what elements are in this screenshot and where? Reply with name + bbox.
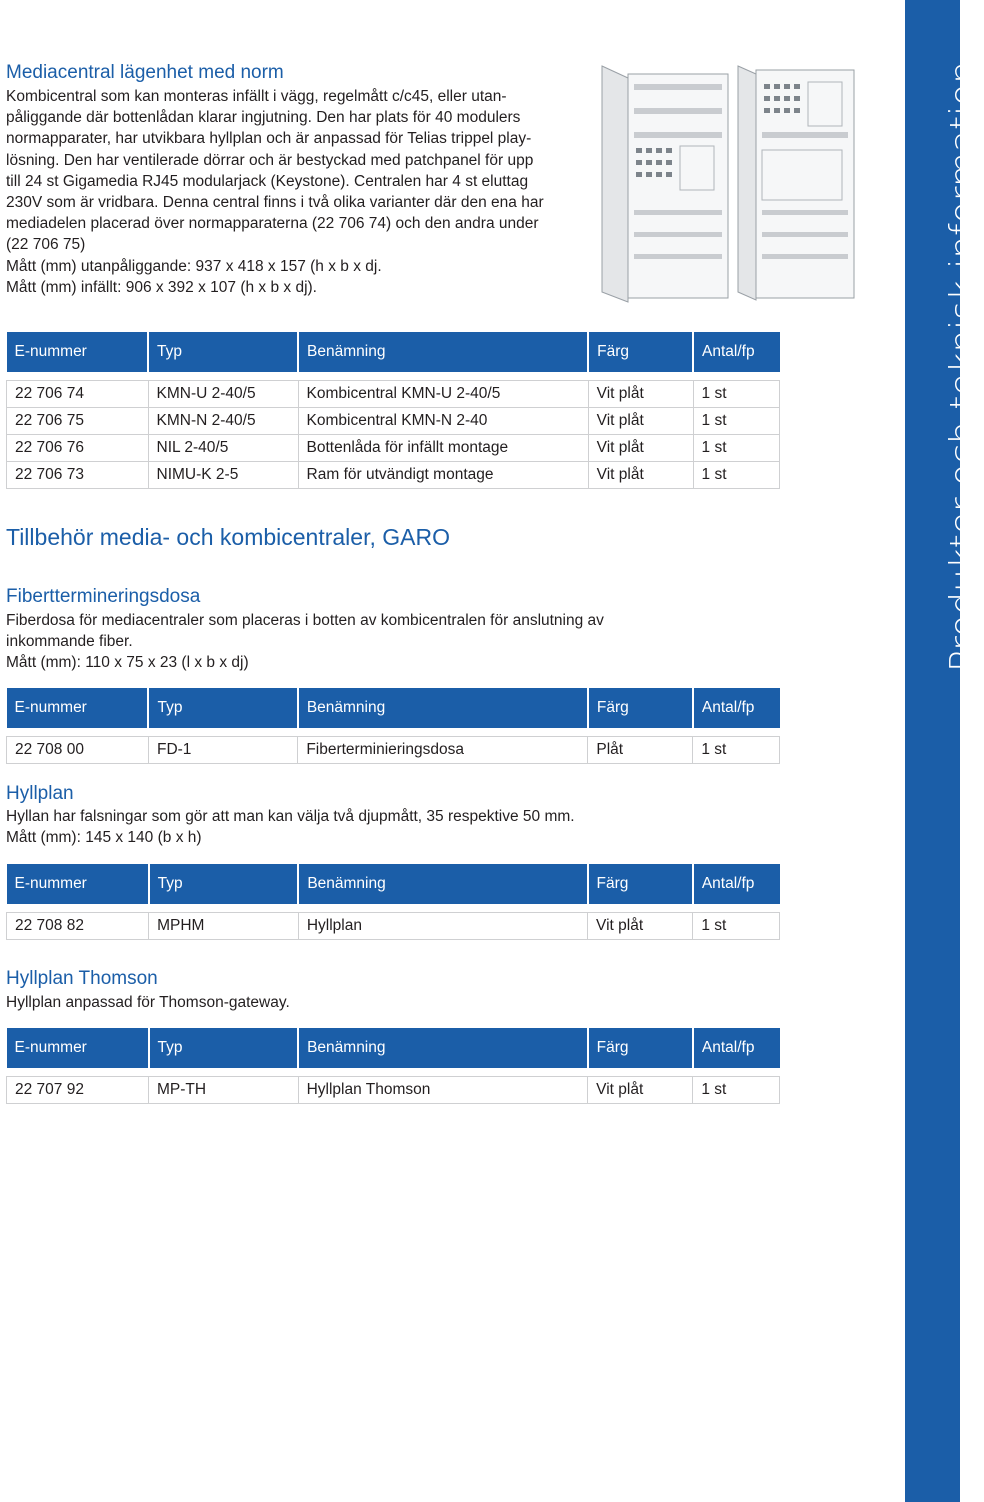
text-line: Kombicentral som kan monteras infällt i vägg, regelmått c/c45, eller utan- <box>6 88 507 105</box>
header-farg: Färg <box>588 688 693 728</box>
cell-e-nummer: 22 708 82 <box>7 913 149 940</box>
table-header-row <box>7 688 780 728</box>
header-typ: Typ <box>148 332 298 372</box>
section-title-fiber: Fiberttermineringsdosa <box>6 586 201 607</box>
cell-e-nummer: 22 707 92 <box>7 1077 149 1104</box>
header-e-nummer: E-nummer <box>7 1028 149 1068</box>
cell-typ: MP-TH <box>149 1077 299 1104</box>
text-line: påliggande där bottenlådan klarar ingjutning. Den har plats för 40 modulers <box>6 109 521 127</box>
cell-farg: Vit plåt <box>588 462 693 489</box>
cell-benamning: Kombicentral KMN-N 2-40 <box>298 408 588 435</box>
cell-farg: Vit plåt <box>588 1077 693 1104</box>
table-header-row <box>7 864 780 904</box>
cell-antal: 1 st <box>693 435 779 462</box>
section-title-mediacentral: Mediacentral lägenhet med norm <box>6 62 284 83</box>
cell-e-nummer: 22 706 76 <box>7 435 149 462</box>
header-farg: Färg <box>588 864 693 904</box>
table-row <box>7 462 780 489</box>
table-row <box>7 435 780 462</box>
cell-benamning: Bottenlåda för infällt montage <box>298 435 588 462</box>
cell-typ: KMN-N 2-40/5 <box>148 408 298 435</box>
media-cabinet-photo <box>596 60 858 306</box>
text-line: 230V som är vridbara. Denna central finns i två olika varianter där den ena har <box>6 194 544 212</box>
cell-farg: Vit plåt <box>588 408 693 435</box>
cell-antal: 1 st <box>693 381 779 408</box>
header-benamning: Benämning <box>298 864 587 904</box>
table-row <box>7 408 780 435</box>
table-row <box>7 913 780 940</box>
header-e-nummer: E-nummer <box>7 688 149 728</box>
product-table-hyllplan <box>6 864 780 940</box>
text-line: Mått (mm) utanpåliggande: 937 x 418 x 157 (h x b x dj. <box>6 257 382 275</box>
cell-antal: 1 st <box>693 408 779 435</box>
cell-typ: KMN-U 2-40/5 <box>148 381 298 408</box>
header-e-nummer: E-nummer <box>7 864 149 904</box>
text-line: normapparater, har utvikbara hyllplan och är anpassad för Telias trippel play- <box>6 130 532 148</box>
cell-e-nummer: 22 706 73 <box>7 462 149 489</box>
header-e-nummer: E-nummer <box>7 332 149 372</box>
table-row <box>7 1077 780 1104</box>
header-benamning: Benämning <box>298 688 588 728</box>
text-line: Hyllplan anpassad för Thomson-gateway. <box>6 994 290 1011</box>
table-header-row <box>7 332 780 372</box>
mediacentral-description <box>6 86 544 298</box>
cell-e-nummer: 22 706 75 <box>7 408 149 435</box>
table-header-row <box>7 1028 780 1068</box>
fiber-description <box>6 610 604 674</box>
cell-benamning: Ram för utvändigt montage <box>298 462 588 489</box>
header-benamning: Benämning <box>298 1028 588 1068</box>
text-line: Mått (mm): 110 x 75 x 23 (l x b x dj) <box>6 654 249 672</box>
cell-benamning: Kombicentral KMN-U 2-40/5 <box>298 381 588 408</box>
text-line: lösning. Den har ventilerade dörrar och är bestyckad med patchpanel för upp <box>6 151 534 169</box>
cell-e-nummer: 22 708 00 <box>7 737 149 764</box>
cell-antal: 1 st <box>693 913 780 940</box>
cell-typ: MPHM <box>149 913 299 940</box>
cell-farg: Vit plåt <box>588 435 693 462</box>
cell-antal: 1 st <box>693 1077 780 1104</box>
cell-antal: 1 st <box>693 737 780 764</box>
cell-antal: 1 st <box>693 462 779 489</box>
cell-benamning: Hyllplan Thomson <box>298 1077 588 1104</box>
text-line: Hyllan har falsningar som gör att man kan välja två djupmått, 35 respektive 50 mm. <box>6 808 575 825</box>
header-typ: Typ <box>149 864 299 904</box>
header-farg: Färg <box>588 1028 693 1068</box>
cell-farg: Vit plåt <box>588 913 693 940</box>
product-table-mediacentral <box>6 332 780 489</box>
header-typ: Typ <box>148 688 297 728</box>
section-title-hyllplan: Hyllplan <box>6 783 74 804</box>
cell-farg: Vit plåt <box>588 381 693 408</box>
hyllplan-description <box>6 806 575 848</box>
text-line: till 24 st Gigamedia RJ45 modularjack (Keystone). Centralen har 4 st eluttag <box>6 172 529 190</box>
cell-typ: NIMU-K 2-5 <box>148 462 298 489</box>
section-title-tillbehor: Tillbehör media- och kombicentraler, GARO <box>6 524 450 550</box>
sidebar-title: Produkter och teknisk information <box>943 61 984 672</box>
product-table-thomson <box>6 1028 780 1104</box>
text-line: (22 706 75) <box>6 236 86 254</box>
header-typ: Typ <box>149 1028 299 1068</box>
table-row <box>7 381 780 408</box>
cell-farg: Plåt <box>588 737 693 764</box>
header-antal: Antal/fp <box>693 864 780 904</box>
section-title-thomson: Hyllplan Thomson <box>6 968 158 989</box>
cell-benamning: Hyllplan <box>298 913 587 940</box>
header-antal: Antal/fp <box>693 1028 780 1068</box>
cell-typ: NIL 2-40/5 <box>148 435 298 462</box>
thomson-description <box>6 992 290 1013</box>
text-line: mediadelen placerad över normapparaterna (22 706 74) och den andra under <box>6 215 539 233</box>
header-antal: Antal/fp <box>693 688 780 728</box>
table-row <box>7 737 780 764</box>
text-line: Mått (mm): 145 x 140 (b x h) <box>6 829 202 847</box>
text-line: Mått (mm) infällt: 906 x 392 x 107 (h x b x dj). <box>6 278 317 296</box>
cell-e-nummer: 22 706 74 <box>7 381 149 408</box>
header-antal: Antal/fp <box>693 332 779 372</box>
header-benamning: Benämning <box>298 332 588 372</box>
text-line: Fiberdosa för mediacentraler som placeras i botten av kombicentralen för anslutning av <box>6 612 604 629</box>
cell-benamning: Fiberterminieringsdosa <box>298 737 588 764</box>
cell-typ: FD-1 <box>148 737 297 764</box>
header-farg: Färg <box>588 332 693 372</box>
text-line: inkommande fiber. <box>6 633 133 651</box>
product-table-fiber <box>6 688 780 764</box>
